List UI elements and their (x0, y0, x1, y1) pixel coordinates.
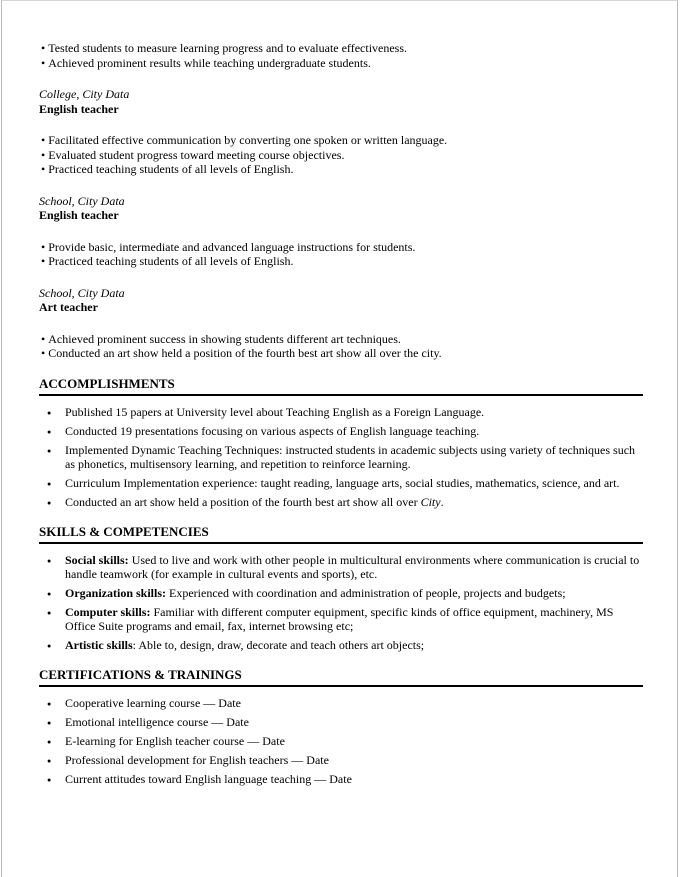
bullet-item: • Tested students to measure learning progress and to evaluate effectiveness. (39, 41, 643, 56)
job-title: English teacher (39, 101, 119, 116)
bullet-item (39, 405, 643, 419)
experience-bullet-list (39, 133, 643, 177)
text-segment: Professional development for English teachers — Date (65, 752, 329, 767)
bullet-item (39, 476, 643, 490)
bullet-item: • Practiced teaching students of all levels of English. (39, 162, 643, 177)
skills-list (39, 553, 643, 652)
employer-line: School, City Data (39, 285, 125, 300)
section-certifications (39, 667, 643, 786)
experience-section (39, 41, 643, 361)
bullet-item: • Achieved prominent success in showing students different art techniques. (39, 332, 643, 347)
experience-bullet-list (39, 332, 643, 361)
text-segment: Experienced with coordination and administration of people, projects and budgets; (166, 585, 566, 600)
text-segment: Conducted 19 presentations focusing on various aspects of English language teaching. (65, 423, 480, 438)
bullet-item (39, 443, 643, 471)
text-segment: Curriculum Implementation experience: taught reading, language arts, social studies, mathematics, science, and art. (65, 475, 620, 490)
accomplishments-list (39, 405, 643, 509)
employer-line: School, City Data (39, 193, 125, 208)
text-segment: Familiar with different computer equipment, specific kinds of office equipment, machinery, MS Office Suite programs and email, fax, internet browsing etc; (65, 604, 614, 633)
text-segment: Implemented Dynamic Teaching Techniques: instructed students in academic subjects using variety of techniques such as phonetics, multisensory learning, and repetition to reinforce learning. (65, 442, 636, 471)
experience-bullet-list (39, 240, 643, 269)
text-segment: Artistic skills (65, 637, 133, 652)
section-title-certifications: CERTIFICATIONS & TRAININGS (39, 667, 643, 687)
bullet-item (39, 696, 643, 710)
bullet-item (39, 638, 643, 652)
text-segment: : Able to, design, draw, decorate and teach others art objects; (132, 637, 425, 652)
bullet-item: • Practiced teaching students of all levels of English. (39, 254, 643, 269)
job-title: Art teacher (39, 300, 98, 314)
text-segment: Emotional intelligence course — Date (65, 714, 249, 729)
bullet-item (39, 753, 643, 767)
text-segment: Used to live and work with other people in multicultural environments where communication is crucial to handle teamwork (for example in cultural events and sports), etc. (65, 552, 640, 581)
section-title-accomplishments: ACCOMPLISHMENTS (39, 376, 643, 396)
bullet-item: • Facilitated effective communication by converting one spoken or written language. (39, 133, 643, 148)
bullet-item (39, 605, 643, 633)
section-title-skills: SKILLS & COMPETENCIES (39, 524, 643, 544)
bullet-item (39, 586, 643, 600)
text-segment: E-learning for English teacher course — Date (65, 733, 285, 748)
text-segment: Current attitudes toward English language teaching — Date (65, 771, 352, 786)
text-segment: Social skills: (65, 552, 129, 567)
text-segment: Published 15 papers at University level about Teaching English as a Foreign Language. (65, 404, 485, 419)
text-segment: City (420, 494, 441, 509)
text-segment: Computer skills: (65, 604, 151, 619)
bullet-item: • Evaluated student progress toward meeting course objectives. (39, 148, 643, 163)
section-accomplishments (39, 376, 643, 509)
bullet-item (39, 553, 643, 581)
bullet-item: • Conducted an art show held a position of the fourth best art show all over the city. (39, 346, 643, 361)
bullet-item: • Achieved prominent results while teaching undergraduate students. (39, 56, 643, 71)
job-title: English teacher (39, 208, 119, 222)
text-segment: Cooperative learning course — Date (65, 695, 241, 710)
experience-bullet-list (39, 41, 643, 70)
bullet-item (39, 715, 643, 729)
bullet-item (39, 734, 643, 748)
resume-page (1, 0, 678, 877)
bullet-item (39, 495, 643, 509)
sections (39, 376, 643, 786)
text-segment: Conducted an art show held a position of the fourth best art show all over (65, 494, 421, 509)
section-skills (39, 524, 643, 652)
certifications-list (39, 696, 643, 786)
text-segment: Organization skills: (65, 585, 167, 600)
bullet-item (39, 424, 643, 438)
bullet-item: • Provide basic, intermediate and advanced language instructions for students. (39, 240, 643, 255)
employer-line: College, City Data (39, 87, 130, 101)
bullet-item (39, 772, 643, 786)
text-segment: . (440, 494, 444, 509)
